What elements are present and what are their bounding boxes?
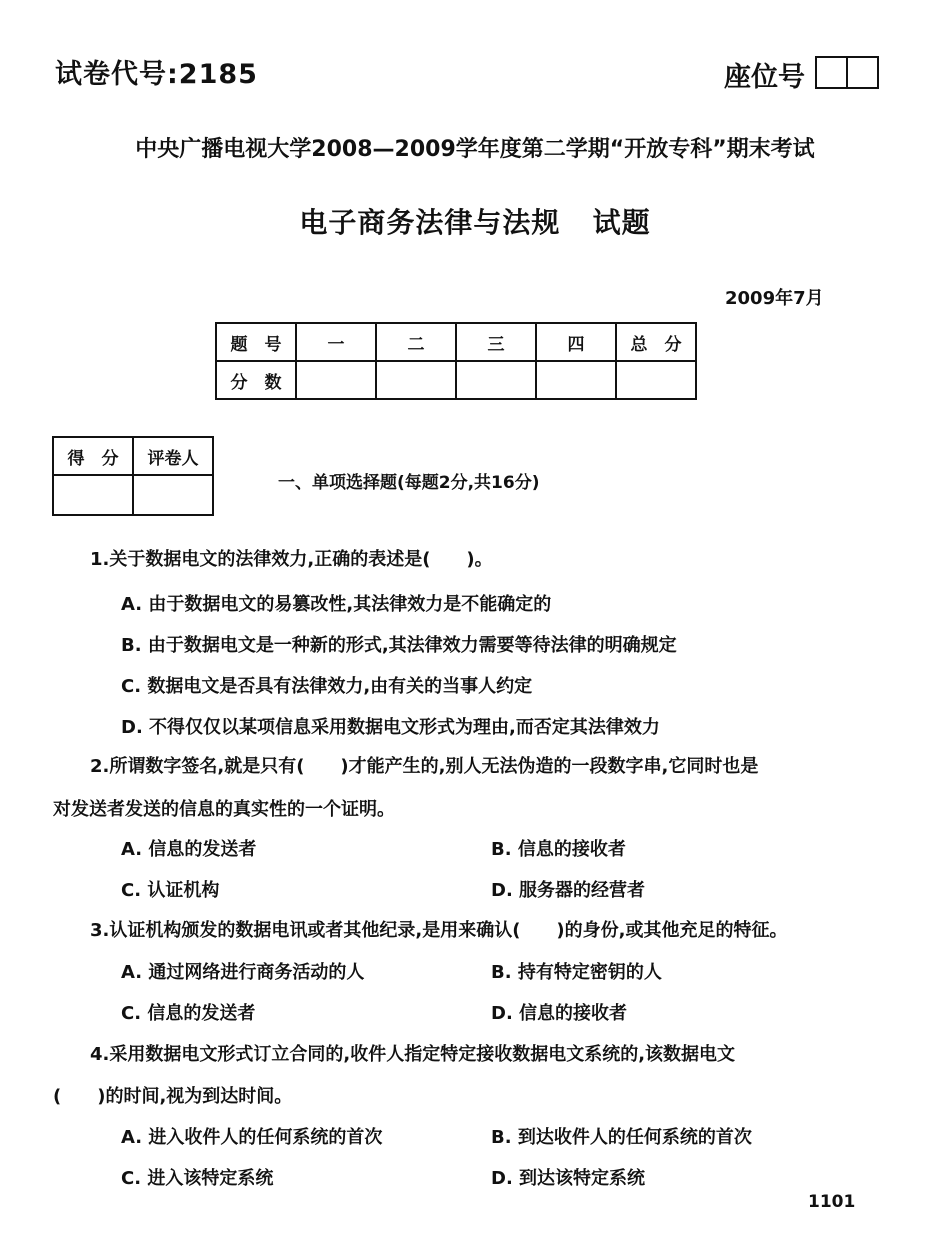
score-cell[interactable] (616, 361, 696, 399)
question-1-option-b: B. 由于数据电文是一种新的形式,其法律效力需要等待法律的明确规定 (121, 635, 677, 656)
question-3-option-d: D. 信息的接收者 (491, 1003, 628, 1024)
question-2-option-c: C. 认证机构 (121, 880, 220, 901)
score-table-header-cell: 二 (376, 323, 456, 361)
score-cell[interactable] (536, 361, 616, 399)
question-4-option-c: C. 进入该特定系统 (121, 1168, 274, 1189)
score-table-score-row (216, 361, 696, 399)
seat-box[interactable] (817, 58, 848, 87)
question-3-option-c: C. 信息的发送者 (121, 1003, 256, 1024)
exam-date: 2009年7月 (725, 288, 824, 309)
page-number: 1101 (808, 1192, 856, 1212)
grader-name-cell[interactable] (133, 475, 213, 515)
question-2-option-d: D. 服务器的经营者 (491, 880, 646, 901)
score-table-header-cell: 三 (456, 323, 536, 361)
grader-table-entry-row (53, 475, 213, 515)
grader-table-header-row (53, 437, 213, 475)
question-3-option-b: B. 持有特定密钥的人 (491, 962, 662, 983)
question-1-option-c: C. 数据电文是否具有法律效力,由有关的当事人约定 (121, 676, 533, 697)
question-2-text-line-2: 对发送者发送的信息的真实性的一个证明。 (53, 799, 395, 820)
score-cell[interactable] (376, 361, 456, 399)
question-3-option-a: A. 通过网络进行商务活动的人 (121, 962, 365, 983)
question-2-option-a: A. 信息的发送者 (121, 839, 257, 860)
course-title: 电子商务法律与法规 试题 (299, 206, 651, 239)
question-1-text: 1.关于数据电文的法律效力,正确的表述是( )。 (90, 549, 493, 570)
grader-score-cell[interactable] (53, 475, 133, 515)
seat-box[interactable] (848, 58, 877, 87)
question-4-text-line-1: 4.采用数据电文形式订立合同的,收件人指定特定接收数据电文系统的,该数据电文 (90, 1044, 736, 1065)
score-cell[interactable] (456, 361, 536, 399)
score-table-header-row (216, 323, 696, 361)
question-3-text: 3.认证机构颁发的数据电讯或者其他纪录,是用来确认( )的身份,或其他充足的特征。 (90, 920, 788, 941)
score-table (215, 322, 697, 400)
exam-title: 中央广播电视大学2008—2009学年度第二学期“开放专科”期末考试 (135, 137, 815, 162)
grader-table-header-cell: 评卷人 (133, 437, 213, 475)
question-4-option-d: D. 到达该特定系统 (491, 1168, 646, 1189)
question-4-option-b: B. 到达收件人的任何系统的首次 (491, 1127, 752, 1148)
exam-code: 试卷代号:2185 (55, 59, 258, 90)
question-2-text-line-1: 2.所谓数字签名,就是只有( )才能产生的,别人无法伪造的一段数字串,它同时也是 (90, 756, 759, 777)
score-table-header-cell: 总 分 (616, 323, 696, 361)
seat-number-label: 座位号 (724, 62, 805, 93)
question-4-text-line-2: ( )的时间,视为到达时间。 (53, 1086, 293, 1107)
score-table-header-cell: 四 (536, 323, 616, 361)
question-1-option-d: D. 不得仅仅以某项信息采用数据电文形式为理由,而否定其法律效力 (121, 717, 660, 738)
question-2-option-b: B. 信息的接收者 (491, 839, 626, 860)
question-4-option-a: A. 进入收件人的任何系统的首次 (121, 1127, 383, 1148)
score-table-header-cell: 题 号 (216, 323, 296, 361)
grader-table-header-cell: 得 分 (53, 437, 133, 475)
score-table-row-label: 分 数 (216, 361, 296, 399)
question-1-option-a: A. 由于数据电文的易篡改性,其法律效力是不能确定的 (121, 594, 552, 615)
seat-number-boxes[interactable] (815, 56, 879, 89)
section-heading: 一、单项选择题(每题2分,共16分) (278, 473, 540, 493)
grader-table (52, 436, 214, 516)
score-cell[interactable] (296, 361, 376, 399)
score-table-header-cell: 一 (296, 323, 376, 361)
